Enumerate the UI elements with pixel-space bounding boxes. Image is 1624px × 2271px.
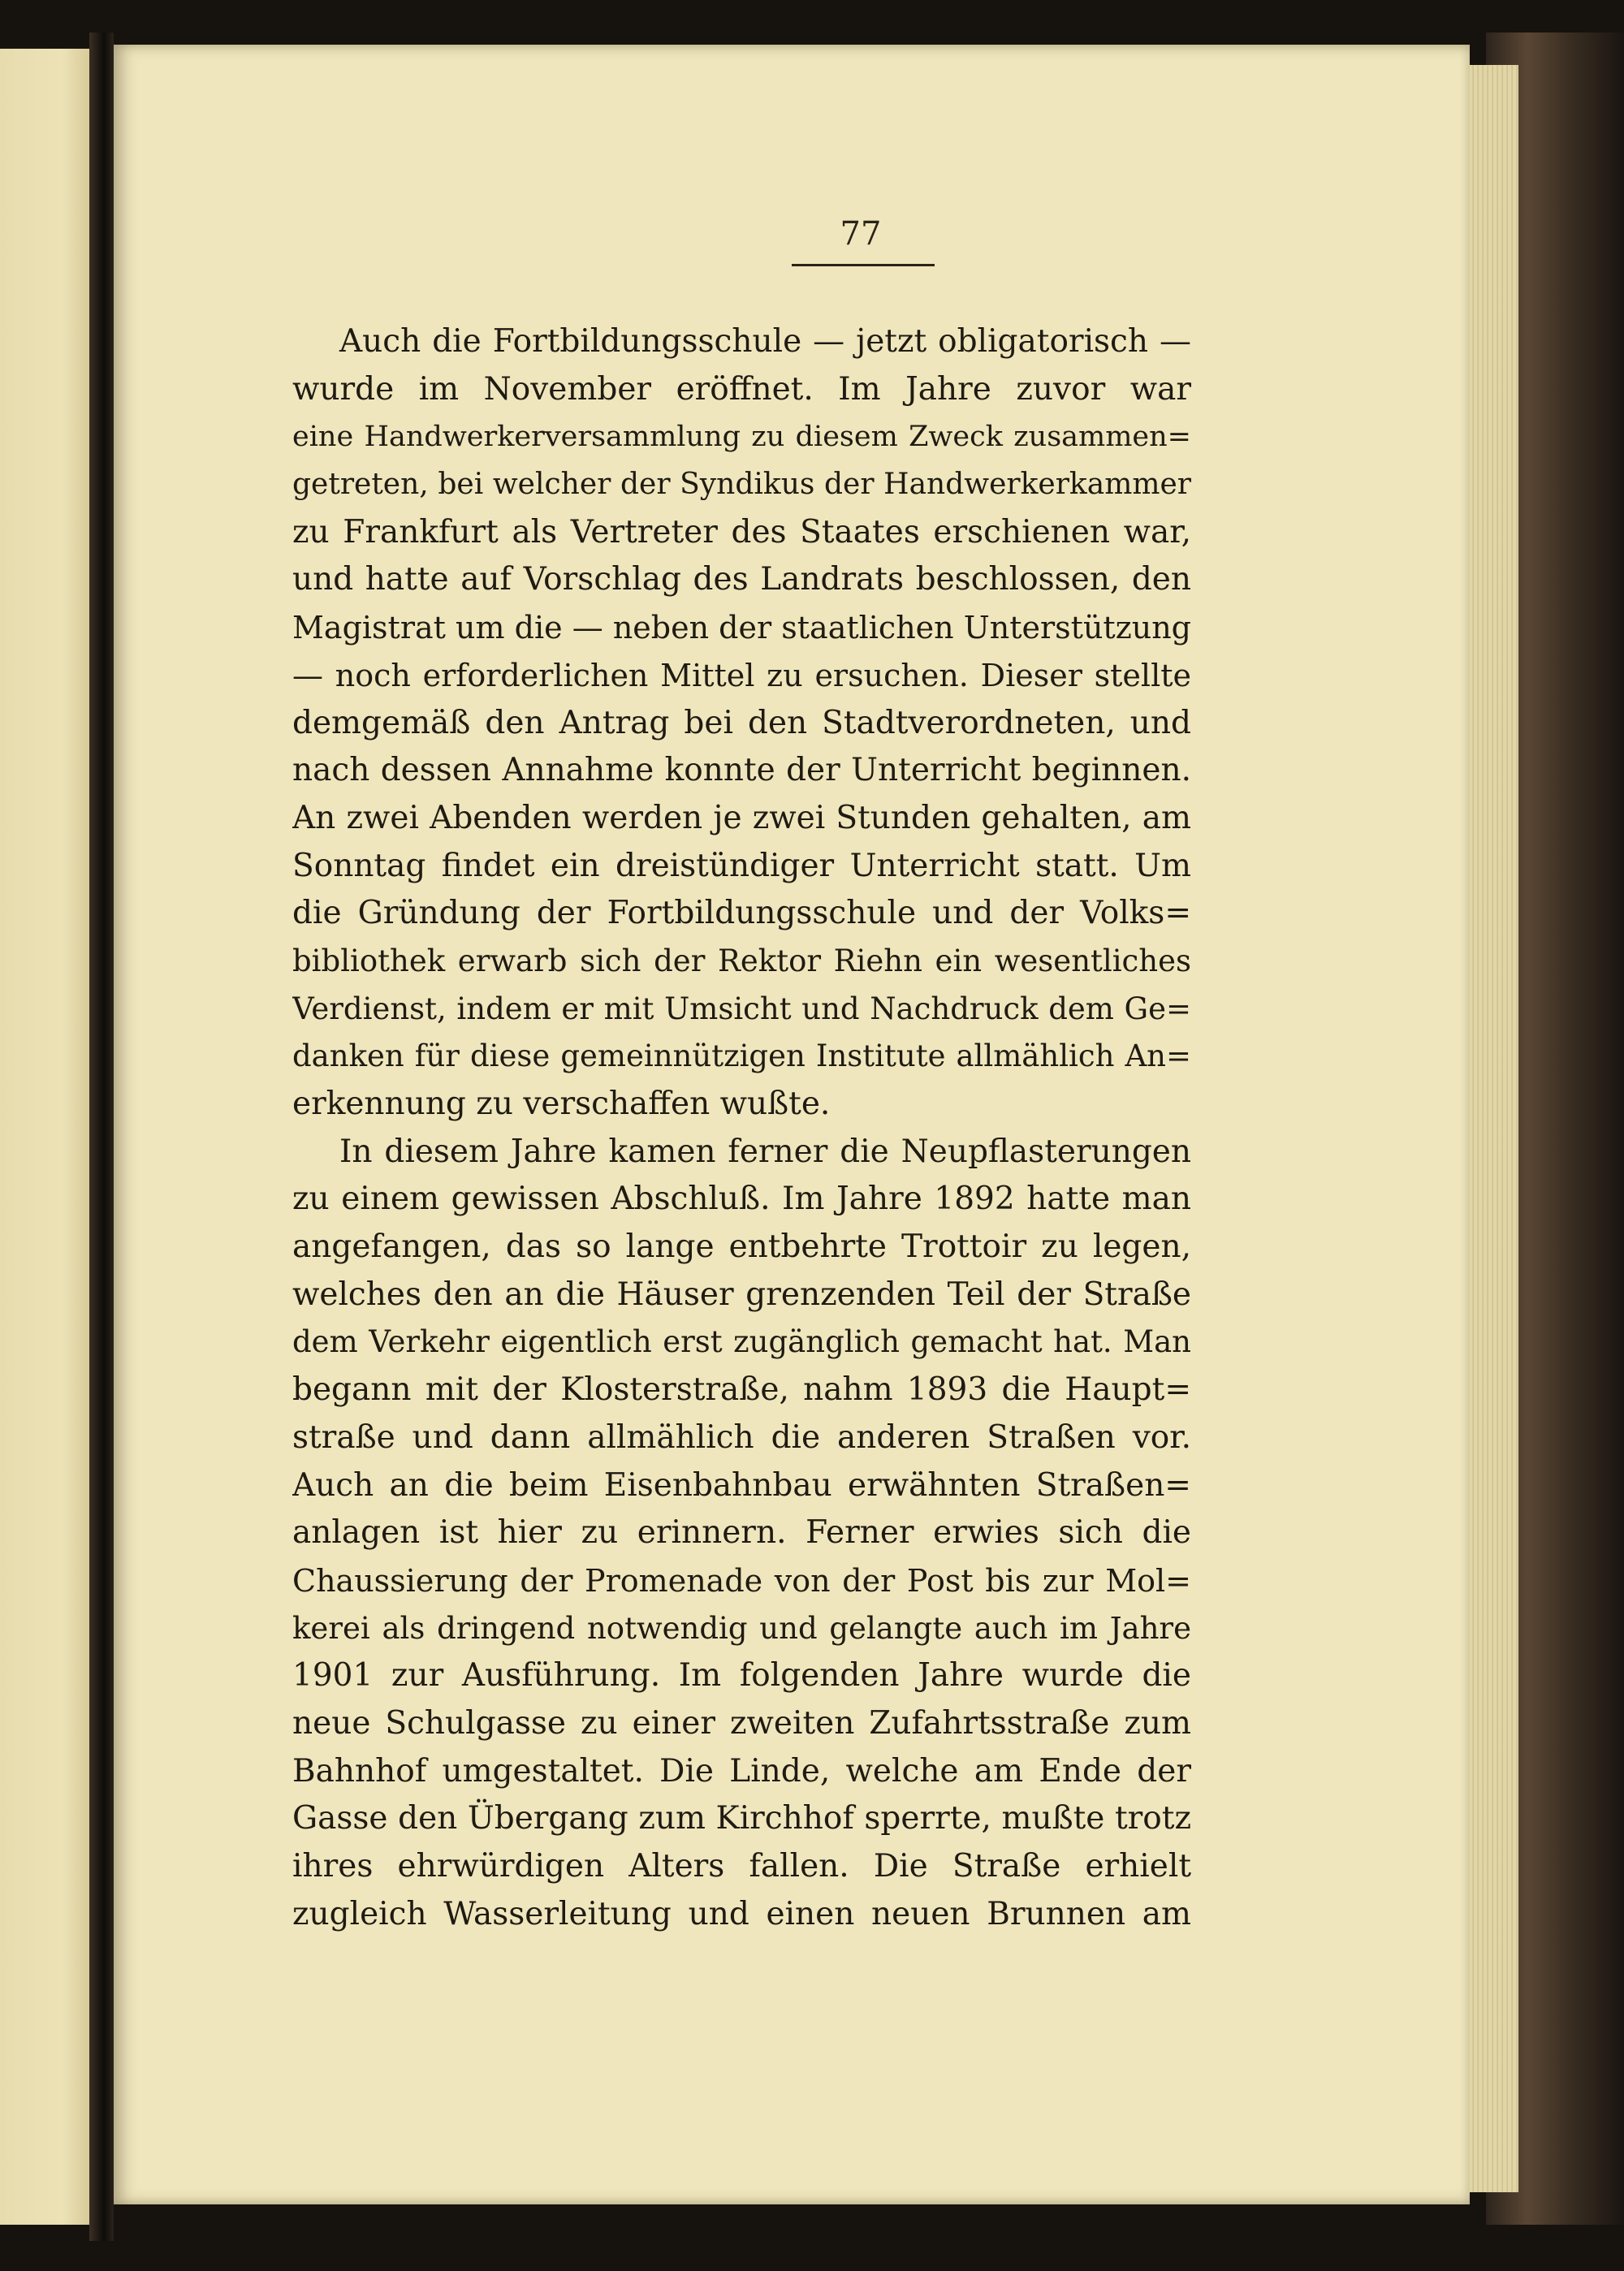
text-line: kerei als dringend notwendig und gelangte auch im Jahre: [292, 1610, 1191, 1646]
text-line: Bahnhof umgestaltet. Die Linde, welche am Ende der: [292, 1752, 1191, 1790]
text-line: Verdienst, indem er mit Umsicht und Nachdruck dem Ge=: [292, 991, 1191, 1026]
text-line: eine Handwerkerversammlung zu diesem Zweck zusammen=: [292, 421, 1191, 454]
text-line: Gasse den Übergang zum Kirchhof sperrte, mußte trotz: [292, 1800, 1191, 1837]
text-line: 1901 zur Ausführung. Im folgenden Jahre wurde die: [292, 1657, 1191, 1695]
page-number: 77: [840, 215, 882, 253]
text-line: demgemäß den Antrag bei den Stadtverordneten, und: [292, 704, 1191, 741]
text-line: getreten, bei welcher der Syndikus der Handwerkerkammer: [292, 468, 1191, 502]
page-number-rule: [792, 264, 935, 266]
book-gutter: [89, 32, 114, 2241]
text-line: die Gründung der Fortbildungsschule und der Volks=: [292, 895, 1191, 932]
page-stack-edge: [1470, 65, 1518, 2192]
text-line: erkennung zu verschaffen wußte.: [292, 1086, 831, 1122]
text-line: An zwei Abenden werden je zwei Stunden gehalten, am: [292, 799, 1191, 836]
text-line: straße und dann allmählich die anderen Straßen vor.: [292, 1418, 1191, 1456]
body-text: [292, 318, 1191, 1938]
text-line: welches den an die Häuser grenzenden Teil der Straße: [292, 1276, 1191, 1313]
text-line: neue Schulgasse zu einer zweiten Zufahrtsstraße zum: [292, 1704, 1191, 1742]
text-line: bibliothek erwarb sich der Rektor Riehn ein wesentliches: [292, 943, 1191, 978]
text-line: begann mit der Klosterstraße, nahm 1893 die Haupt=: [292, 1371, 1191, 1409]
text-line: Auch an die beim Eisenbahnbau erwähnten Straßen=: [292, 1466, 1191, 1504]
text-line: und hatte auf Vorschlag des Landrats beschlossen, den: [292, 561, 1191, 598]
text-line: zugleich Wasserleitung und einen neuen Brunnen am: [292, 1895, 1191, 1932]
text-line: Chaussierung der Promenade von der Post bis zur Mol=: [292, 1562, 1191, 1599]
left-page-edge: [0, 49, 89, 2225]
text-line: danken für diese gemeinnützigen Institute allmählich An=: [292, 1038, 1191, 1074]
text-line: Auch die Fortbildungsschule — jetzt obligatorisch —: [339, 323, 1191, 360]
text-line: zu Frankfurt als Vertreter des Staates erschienen war,: [292, 513, 1191, 550]
text-line: Magistrat um die — neben der staatlichen Unterstützung: [292, 610, 1191, 646]
text-line: nach dessen Annahme konnte der Unterricht beginnen.: [292, 752, 1191, 789]
text-line: dem Verkehr eigentlich erst zugänglich gemacht hat. Man: [292, 1324, 1191, 1360]
text-line: Sonntag findet ein dreistündiger Unterricht statt. Um: [292, 847, 1191, 884]
text-line: — noch erforderlichen Mittel zu ersuchen. Dieser stellte: [292, 657, 1191, 693]
text-line: ihres ehrwürdigen Alters fallen. Die Straße erhielt: [292, 1848, 1191, 1885]
text-line: zu einem gewissen Abschluß. Im Jahre 1892 hatte man: [292, 1181, 1191, 1218]
text-line: anlagen ist hier zu erinnern. Ferner erwies sich die: [292, 1514, 1191, 1552]
text-line: wurde im November eröffnet. Im Jahre zuvor war: [292, 370, 1191, 408]
text-line: In diesem Jahre kamen ferner die Neupflasterungen: [339, 1133, 1191, 1170]
text-line: angefangen, das so lange entbehrte Trottoir zu legen,: [292, 1228, 1191, 1266]
